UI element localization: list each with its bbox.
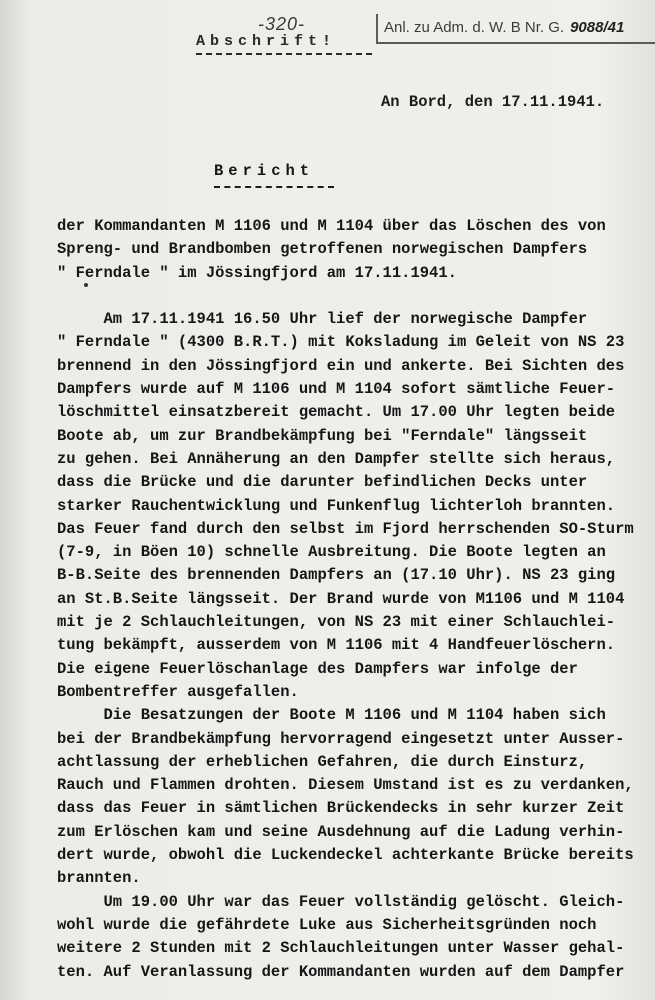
report-line: Rauch und Flammen drohten. Diesem Umstand ist es zu verdanken, bbox=[57, 776, 634, 795]
report-line: " Ferndale " (4300 B.R.T.) mit Koksladung im Geleit von NS 23 bbox=[57, 333, 625, 352]
report-line: dass die Brücke und die darunter befindlichen Decks unter bbox=[57, 473, 588, 492]
heading-underline bbox=[214, 186, 334, 188]
report-line: " Ferndale " im Jössingfjord am 17.11.1941. bbox=[57, 263, 457, 282]
archive-stamp bbox=[376, 14, 655, 44]
report-line: Am 17.11.1941 16.50 Uhr lief der norwegische Dampfer bbox=[57, 310, 588, 329]
report-line: achtlassung der erheblichen Gefahren, die durch Einsturz, bbox=[57, 752, 588, 771]
document-title: Abschrift! bbox=[196, 33, 337, 50]
report-line: brennend in den Jössingfjord ein und ankerte. Bei Sichten des bbox=[57, 356, 625, 375]
report-line: (7-9, in Böen 10) schnelle Ausbreitung. Die Boote legten an bbox=[57, 543, 606, 562]
report-line: mit je 2 Schlauchleitungen, von NS 23 mit einer Schlauchlei- bbox=[57, 613, 616, 632]
title-underline bbox=[196, 53, 372, 55]
report-line: löschmittel einsatzbereit gemacht. Um 17.00 Uhr legten beide bbox=[57, 403, 616, 422]
report-line: Boote ab, um zur Brandbekämpfung bei "Ferndale" längsseit bbox=[57, 426, 588, 445]
report-line: an St.B.Seite längsseit. Der Brand wurde von M1106 und M 1104 bbox=[57, 589, 625, 608]
dateline: An Bord, den 17.11.1941. bbox=[381, 93, 605, 111]
report-body bbox=[57, 215, 647, 984]
report-line: Das Feuer fand durch den selbst im Fjord herrschenden SO-Sturm bbox=[57, 519, 634, 538]
report-line: B-B.Seite des brennenden Dampfers an (17.10 Uhr). NS 23 ging bbox=[57, 566, 616, 585]
report-line: Dampfers wurde auf M 1106 und M 1104 sofort sämtliche Feuer- bbox=[57, 380, 616, 399]
archive-number: -320- bbox=[258, 14, 306, 34]
report-line: Bombentreffer ausgefallen. bbox=[57, 682, 299, 701]
report-line: Um 19.00 Uhr war das Feuer vollständig gelöscht. Gleich- bbox=[57, 892, 625, 911]
report-line: brannten. bbox=[57, 869, 141, 888]
report-heading: Bericht bbox=[214, 162, 315, 180]
report-line: Die eigene Feuerlöschanlage des Dampfers war infolge der bbox=[57, 659, 578, 678]
report-line bbox=[57, 285, 647, 308]
report-line: tung bekämpft, ausserdem von M 1106 mit 4 Handfeuerlöschern. bbox=[57, 636, 616, 655]
report-line: weitere 2 Stunden mit 2 Schlauchleitungen unter Wasser gehal- bbox=[57, 939, 625, 958]
report-line: ten. Auf Veranlassung der Kommandanten wurden auf dem Dampfer bbox=[57, 962, 625, 981]
report-line: dass das Feuer in sämtlichen Brückendecks in sehr kurzer Zeit bbox=[57, 799, 625, 818]
report-line: Spreng- und Brandbomben getroffenen norwegischen Dampfers bbox=[57, 240, 588, 259]
report-line: zum Erlöschen kam und seine Ausdehnung auf die Ladung verhin- bbox=[57, 822, 625, 841]
report-line: der Kommandanten M 1106 und M 1104 über das Löschen des von bbox=[57, 217, 606, 235]
stamp-handwritten-number: 9088/41 bbox=[570, 19, 625, 36]
stamp-printed-text: Anl. zu Adm. d. W. B Nr. G. bbox=[384, 19, 565, 36]
report-line: dert wurde, obwohl die Luckendeckel achterkante Brücke bereits bbox=[57, 846, 634, 865]
report-line: bei der Brandbekämpfung hervorragend eingesetzt unter Ausser- bbox=[57, 729, 625, 748]
report-line: starker Rauchentwicklung und Funkenflug lichterloh brannten. bbox=[57, 496, 616, 515]
report-line: zu gehen. Bei Annäherung an den Dampfer stellte sich heraus, bbox=[57, 449, 616, 468]
report-line: wohl wurde die gefährdete Luke aus Sicherheitsgründen noch bbox=[57, 915, 597, 934]
report-line: Die Besatzungen der Boote M 1106 und M 1104 haben sich bbox=[57, 706, 606, 725]
